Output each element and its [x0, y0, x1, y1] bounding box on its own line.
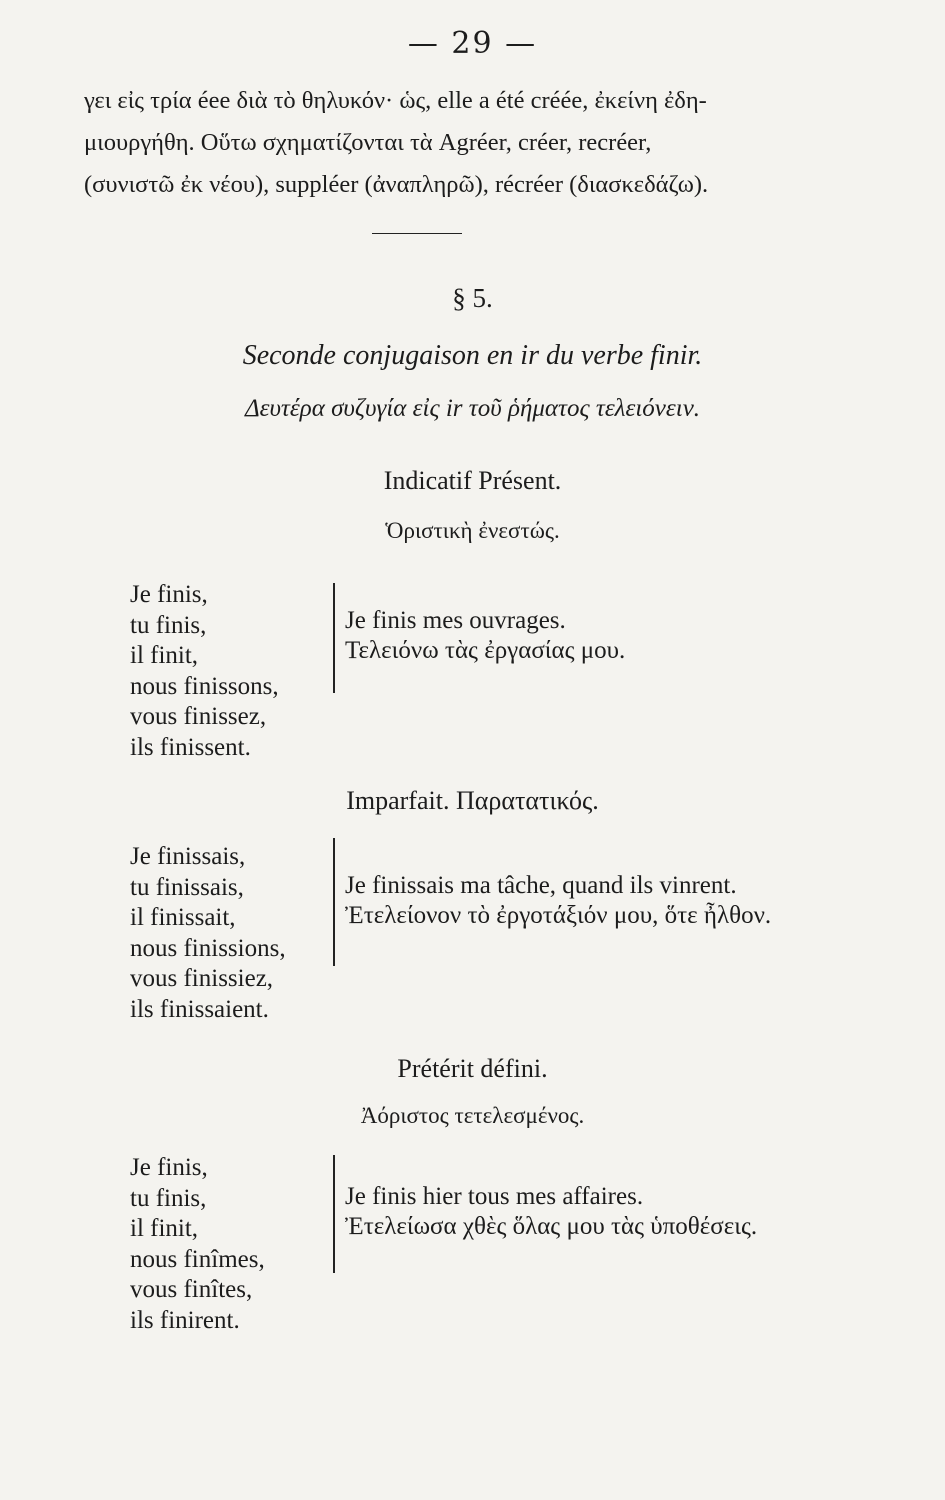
example-french: Je finissais ma tâche, quand ils vinrent. [345, 872, 737, 899]
conjugation-form: vous finîtes, [130, 1276, 253, 1303]
conjugation-form: il finit, [130, 642, 199, 669]
intro-line: γει εἰς τρία éee διὰ τὸ θηλυκόν· ὡς, elle a été créée, ἐκείνη ἐδη- [84, 87, 707, 114]
conjugation-form: Je finis, [130, 1154, 208, 1181]
conjugation-form: Je finis, [130, 581, 208, 608]
example-french: Je finis mes ouvrages. [345, 607, 566, 634]
intro-paragraph [84, 80, 884, 206]
tense-subtitle-present: Ὁριστικὴ ἐνεστώς. [385, 518, 560, 543]
conjugation-form: il finit, [130, 1215, 199, 1242]
conjugation-form: ils finirent. [130, 1306, 240, 1334]
conjugation-form: tu finis, [130, 1184, 207, 1212]
example-present [345, 606, 625, 666]
section-title-french: Seconde conjugaison en ir du verbe finir. [242, 340, 703, 371]
conjugation-form: ils finissent. [130, 733, 251, 761]
conjugation-list-preterite [130, 1153, 265, 1336]
conjugation-list-present [130, 580, 279, 763]
example-greek: Τελειόνω τὰς ἐργασίας μου. [345, 637, 626, 664]
example-imperfect [345, 871, 771, 931]
conjugation-form: tu finissais, [130, 873, 244, 901]
example-preterite [345, 1182, 757, 1242]
example-greek: Ἐτελείωσα χθὲς ὅλας μου τὰς ὑποθέσεις. [345, 1213, 758, 1240]
conjugation-form: nous finîmes, [130, 1245, 265, 1273]
example-french: Je finis hier tous mes affaires. [345, 1183, 644, 1210]
tense-title-imperfect: Imparfait. Παρατατικός. [346, 786, 599, 815]
example-greek: Ἐτελείονον τὸ ἐργοτάξιόν μου, ὅτε ἦλθον. [345, 902, 772, 929]
conjugation-form: vous finissez, [130, 703, 267, 730]
conjugation-form: nous finissons, [130, 672, 279, 700]
conjugation-form: vous finissiez, [130, 965, 274, 992]
tense-subtitle-preterite: Ἀόριστος τετελεσμένος. [360, 1103, 585, 1128]
tense-title-preterite: Prétérit défini. [397, 1054, 548, 1083]
section-divider [372, 233, 462, 234]
bracket-line [333, 838, 335, 966]
conjugation-form: ils finissaient. [130, 995, 269, 1023]
conjugation-form: nous finissions, [130, 934, 286, 962]
intro-line: (συνιστῶ ἐκ νέου), suppléer (ἀναπληρῶ), récréer (διασκεδάζω). [84, 171, 709, 198]
bracket-line [333, 1155, 335, 1273]
section-title-greek: Δευτέρα συζυγία εἰς ir τοῦ ῥήματος τελειόνειν. [244, 395, 701, 422]
tense-title-present: Indicatif Présent. [383, 466, 562, 495]
conjugation-form: tu finis, [130, 611, 207, 639]
intro-line: μιουργήθη. Οὕτω σχηματίζονται τὰ Agréer, créer, recréer, [84, 129, 652, 156]
bracket-line [333, 583, 335, 693]
conjugation-form: Je finissais, [130, 843, 246, 870]
conjugation-form: il finissait, [130, 904, 236, 931]
page-number: — 29 — [407, 26, 538, 61]
section-number: § 5. [452, 283, 493, 313]
conjugation-list-imperfect [130, 842, 286, 1025]
